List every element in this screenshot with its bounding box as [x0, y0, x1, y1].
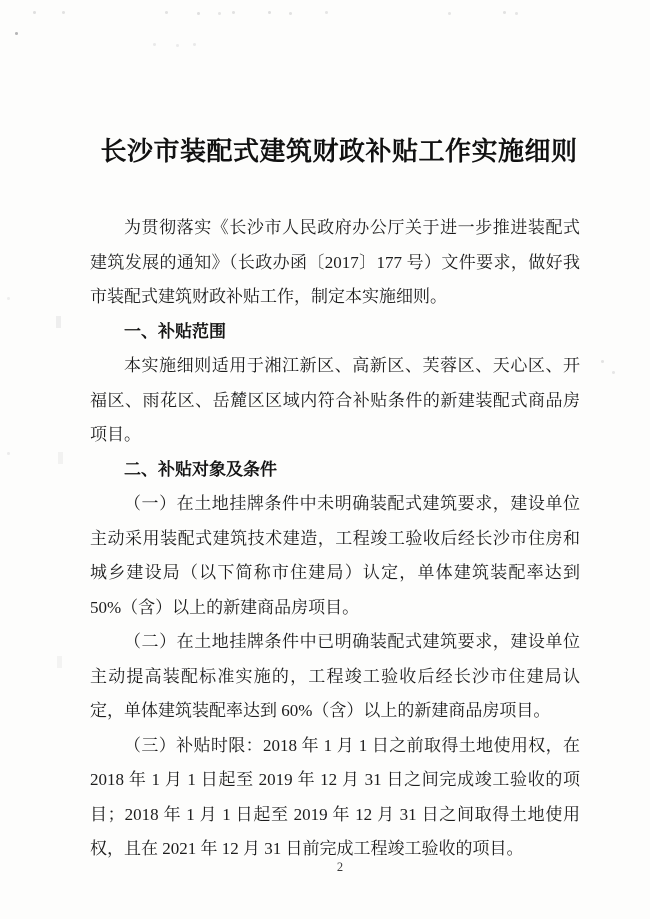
paragraph-scope: 本实施细则适用于湘江新区、高新区、芙蓉区、天心区、开福区、雨花区、岳麓区区域内符合补贴条件的新建装配式商品房项目。: [90, 356, 580, 444]
section-heading-subsidy-scope: 一、补贴范围: [124, 321, 226, 341]
document-body: [90, 211, 580, 867]
section-heading-subsidy-targets: 二、补贴对象及条件: [124, 459, 277, 479]
paragraph-condition-1: （一）在土地挂牌条件中未明确装配式建筑要求，建设单位主动采用装配式建筑技术建造，工程竣工验收后经长沙市住房和城乡建设局（以下简称市住建局）认定，单体建筑装配率达到 50%（含）以上的新建商品房项目。: [90, 494, 580, 617]
scan-edge-smudge: [56, 316, 61, 328]
scan-noise-speckles: [15, 32, 18, 35]
document-title: 长沙市装配式建筑财政补贴工作实施细则: [100, 136, 578, 166]
page-number: 2: [336, 860, 344, 874]
paragraph-intro: 为贯彻落实《长沙市人民政府办公厅关于进一步推进装配式建筑发展的通知》（长政办函〔2017〕177 号）文件要求，做好我市装配式建筑财政补贴工作，制定本实施细则。: [90, 218, 580, 306]
paragraph-condition-3: （三）补贴时限：2018 年 1 月 1 日之前取得土地使用权，在 2018 年 1 月 1 日起至 2019 年 12 月 31 日之间完成竣工验收的项目；2018 年 1 月 1 日起至 2019 年 12 月 31 日之间取得土地使用权，且在 2021 年 12 月 31 日前完成工程竣工验收的项目。: [90, 735, 580, 858]
paragraph-condition-2: （二）在土地挂牌条件中已明确装配式建筑要求，建设单位主动提高装配标准实施的，工程竣工验收后经长沙市住建局认定，单体建筑装配率达到 60%（含）以上的新建商品房项目。: [90, 632, 580, 720]
